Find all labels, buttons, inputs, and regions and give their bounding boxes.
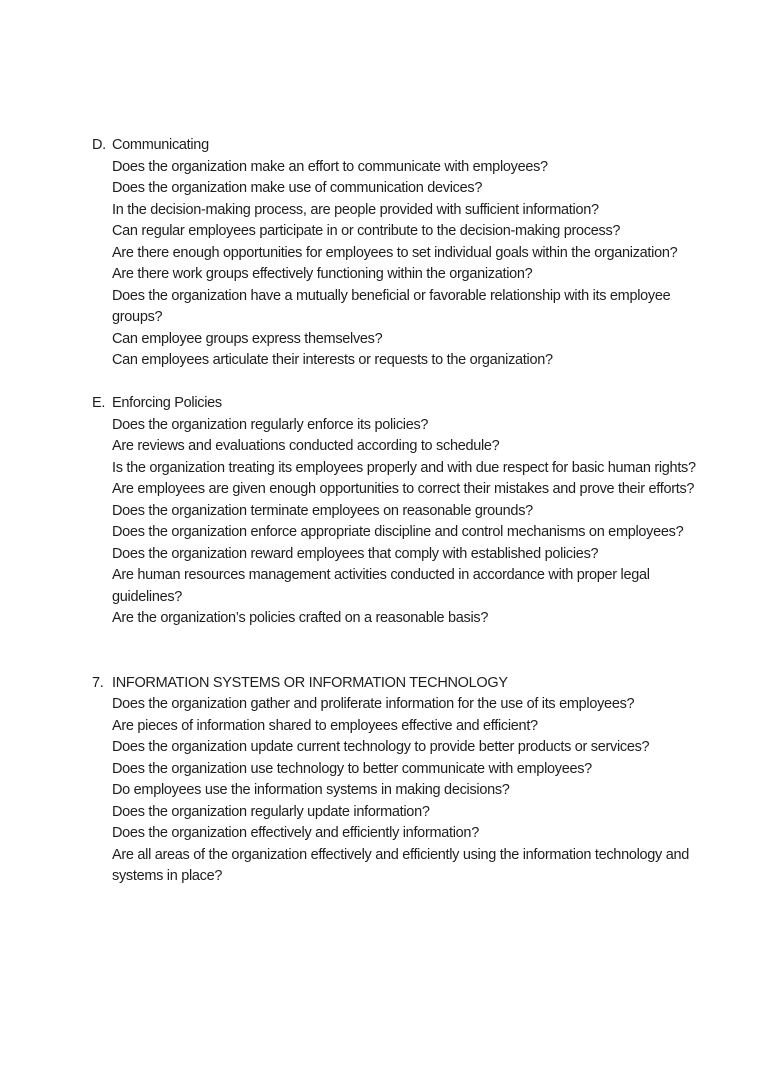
question-line: Does the organization update current technology to provide better products or services? bbox=[112, 739, 650, 755]
question-line: Does the organization make use of communication devices? bbox=[112, 180, 483, 196]
question-line: Are there enough opportunities for employees to set individual goals within the organization? bbox=[112, 244, 678, 261]
question-line: Are reviews and evaluations conducted according to schedule? bbox=[112, 438, 500, 454]
question-line: Does the organization have a mutually beneficial or favorable relationship with its employee groups? bbox=[112, 287, 671, 325]
section bbox=[92, 135, 728, 372]
section-title: INFORMATION SYSTEMS OR INFORMATION TECHNOLOGY bbox=[112, 674, 508, 691]
question-line: Does the organization effectively and efficiently information? bbox=[112, 825, 479, 841]
section-title: Communicating bbox=[112, 137, 209, 153]
section-label: D. bbox=[92, 137, 106, 153]
section-label: E. bbox=[92, 395, 106, 411]
section bbox=[92, 673, 728, 888]
question-line: Does the organization make an effort to communicate with employees? bbox=[112, 158, 548, 175]
section-header bbox=[92, 135, 728, 157]
section-label: 7. bbox=[92, 674, 104, 691]
question-line: Are all areas of the organization effectively and efficiently using the information technology and systems in place? bbox=[112, 846, 690, 884]
question-line: Are human resources management activities conducted in accordance with proper legal guidelines? bbox=[112, 567, 650, 605]
question-line: Is the organization treating its employees properly and with due respect for basic human rights? bbox=[112, 459, 696, 476]
question-line: Does the organization terminate employees on reasonable grounds? bbox=[112, 502, 533, 519]
document-content bbox=[92, 135, 728, 888]
section-title: Enforcing Policies bbox=[112, 395, 222, 411]
question-line: Can regular employees participate in or contribute to the decision-making process? bbox=[112, 223, 621, 239]
question-line: Does the organization reward employees that comply with established policies? bbox=[112, 545, 599, 562]
question-line: Does the organization use technology to better communicate with employees? bbox=[112, 760, 592, 777]
question-line: In the decision-making process, are people provided with sufficient information? bbox=[112, 201, 599, 218]
question-line: Do employees use the information systems in making decisions? bbox=[112, 782, 510, 798]
question-line: Does the organization regularly update information? bbox=[112, 803, 430, 820]
section-items bbox=[112, 157, 717, 372]
section-header bbox=[92, 673, 728, 695]
section-items bbox=[112, 415, 717, 630]
question-line: Does the organization enforce appropriate discipline and control mechanisms on employees? bbox=[112, 524, 684, 540]
question-line: Are the organization’s policies crafted on a reasonable basis? bbox=[112, 610, 489, 626]
question-line: Can employee groups express themselves? bbox=[112, 330, 383, 347]
section-header bbox=[92, 393, 728, 415]
question-line: Can employees articulate their interests or requests to the organization? bbox=[112, 352, 553, 368]
section bbox=[92, 393, 728, 630]
question-line: Are there work groups effectively functioning within the organization? bbox=[112, 266, 533, 282]
question-line: Are pieces of information shared to employees effective and efficient? bbox=[112, 717, 538, 734]
section-items bbox=[112, 694, 717, 888]
question-line: Does the organization gather and proliferate information for the use of its employees? bbox=[112, 696, 635, 712]
question-line: Does the organization regularly enforce its policies? bbox=[112, 416, 429, 433]
question-line: Are employees are given enough opportunities to correct their mistakes and prove their efforts? bbox=[112, 481, 695, 497]
